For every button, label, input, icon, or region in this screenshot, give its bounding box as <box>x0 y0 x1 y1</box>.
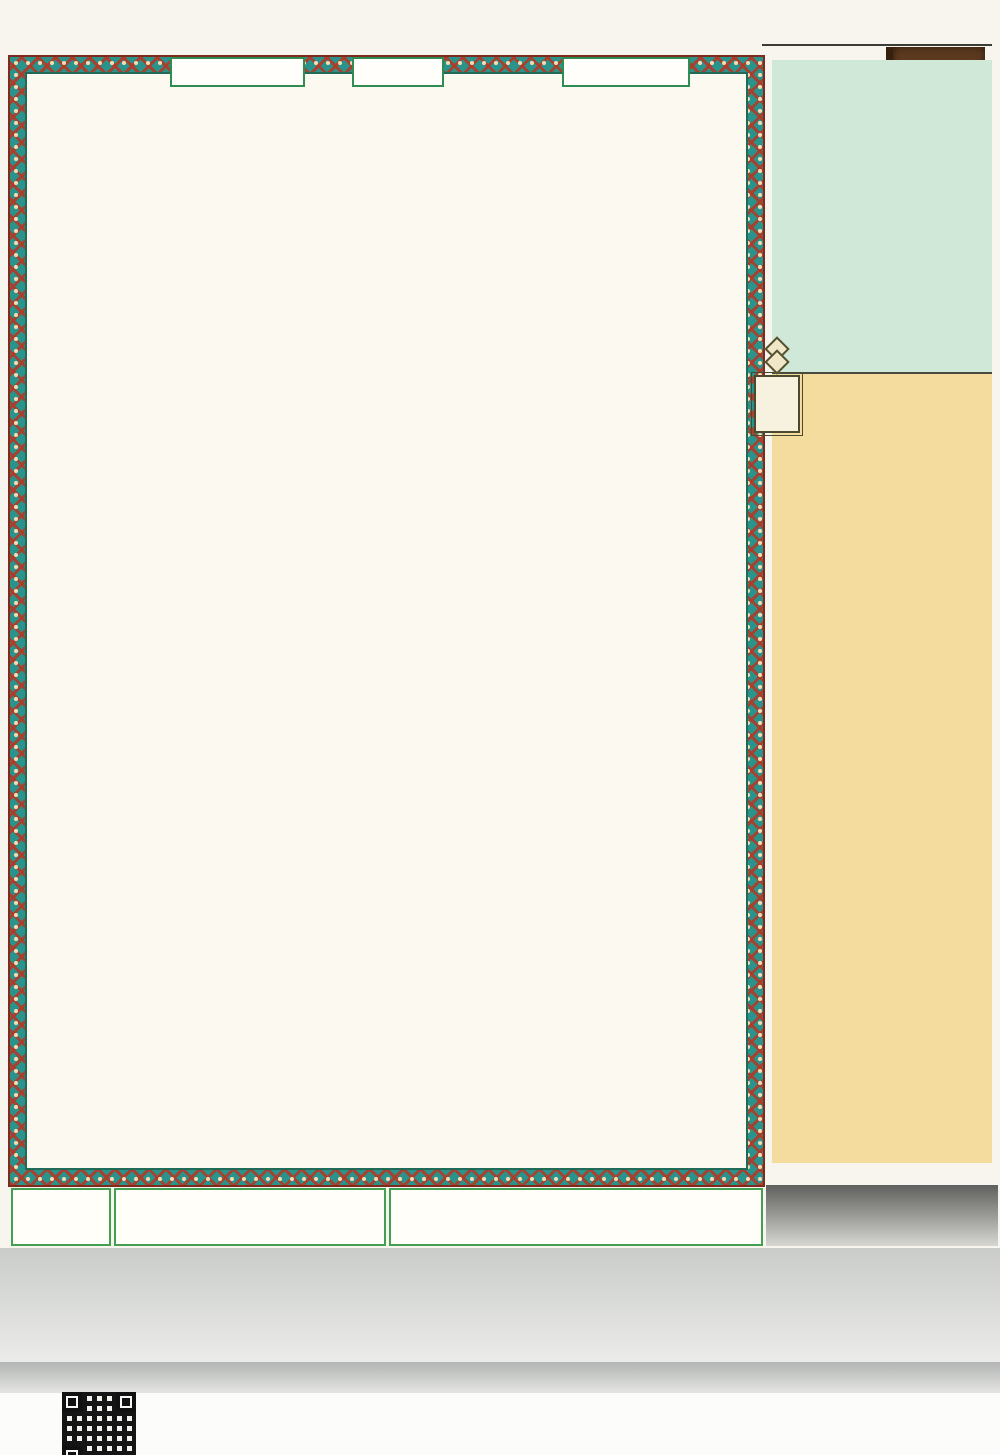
qr-eye-icon <box>62 1392 82 1412</box>
legend-box-simple <box>11 1188 111 1246</box>
juz-label-box <box>562 57 690 87</box>
qr-code[interactable] <box>62 1392 136 1455</box>
footnotes-row <box>0 1248 1000 1362</box>
publisher-logo <box>766 1185 998 1246</box>
hizb-quarter-marker <box>751 340 803 433</box>
quran-text-frame <box>8 55 765 1187</box>
green-note <box>772 60 992 372</box>
yellow-note <box>772 372 992 1163</box>
scan-gray-band <box>0 1362 1000 1393</box>
tajweed-legend <box>5 1188 763 1246</box>
page-number-box <box>352 57 444 87</box>
hizb-marker-box <box>754 375 800 433</box>
qr-eye-icon <box>116 1392 136 1412</box>
legend-box-madd <box>389 1188 763 1246</box>
qr-eye-icon <box>62 1446 82 1455</box>
sidebar-top-rule <box>762 44 992 46</box>
quran-lines <box>25 72 748 1170</box>
legend-box-ghunnah <box>114 1188 386 1246</box>
bottom-margin <box>0 1393 1000 1455</box>
surah-title-box <box>170 57 305 87</box>
